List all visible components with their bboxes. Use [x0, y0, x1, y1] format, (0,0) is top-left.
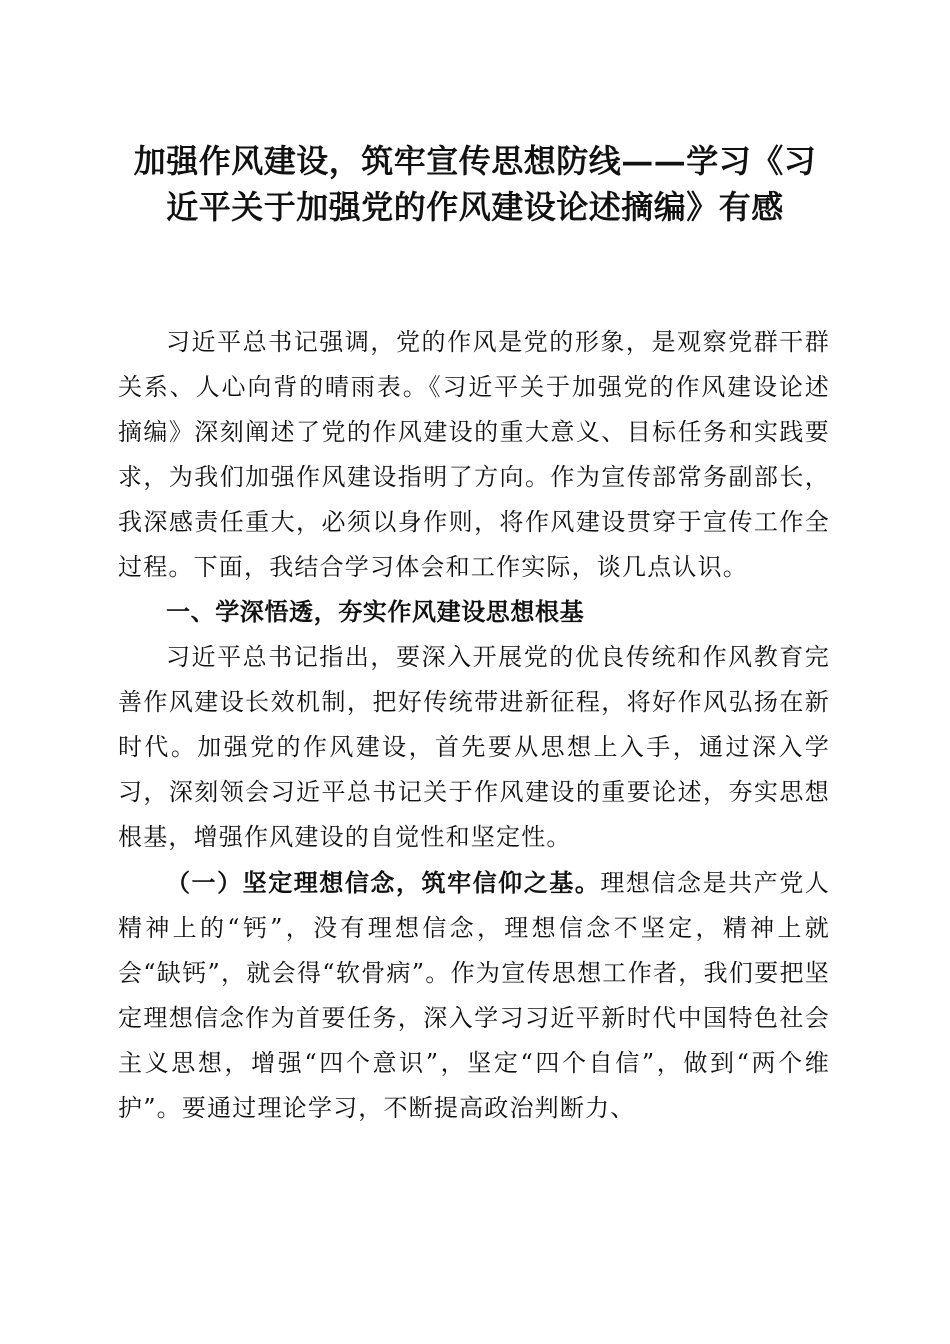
document-body [118, 320, 830, 1131]
subsection-1-lead: （一）坚定理想信念，筑牢信仰之基。 [166, 868, 601, 897]
subsection-1-paragraph [118, 860, 830, 1131]
subsection-1-text: 理想信念是共产党人精神上的“钙”，没有理想信念，理想信念不坚定，精神上就会“缺钙”，就会得“软骨病”。作为宣传思想工作者，我们要把坚定理想信念作为首要任务，深入学习习近平新时代中国特色社会主义思想，增强“四个意识”，坚定“四个自信”，做到“两个维护”。要通过理论学习，不断提高政治判断力、 [118, 869, 830, 1122]
intro-paragraph: 习近平总书记强调，党的作风是党的形象，是观察党群干群关系、人心向背的晴雨表。《习近平关于加强党的作风建设论述摘编》深刻阐述了党的作风建设的重大意义、目标任务和实践要求，为我们加强作风建设指明了方向。作为宣传部常务副部长，我深感责任重大，必须以身作则，将作风建设贯穿于宣传工作全过程。下面，我结合学习体会和工作实际，谈几点认识。 [118, 328, 830, 581]
document-title: 加强作风建设，筑牢宣传思想防线——学习《习近平关于加强党的作风建设论述摘编》有感 [133, 142, 817, 226]
section-heading-1: 一、学深悟透，夯实作风建设思想根基 [166, 598, 585, 626]
section-1-paragraph: 习近平总书记指出，要深入开展党的优良传统和作风教育完善作风建设长效机制，把好传统带进新征程，将好作风弘扬在新时代。加强党的作风建设，首先要从思想上入手，通过深入学习，深刻领会习近平总书记关于作风建设的重要论述，夯实思想根基，增强作风建设的自觉性和坚定性。 [118, 643, 830, 851]
